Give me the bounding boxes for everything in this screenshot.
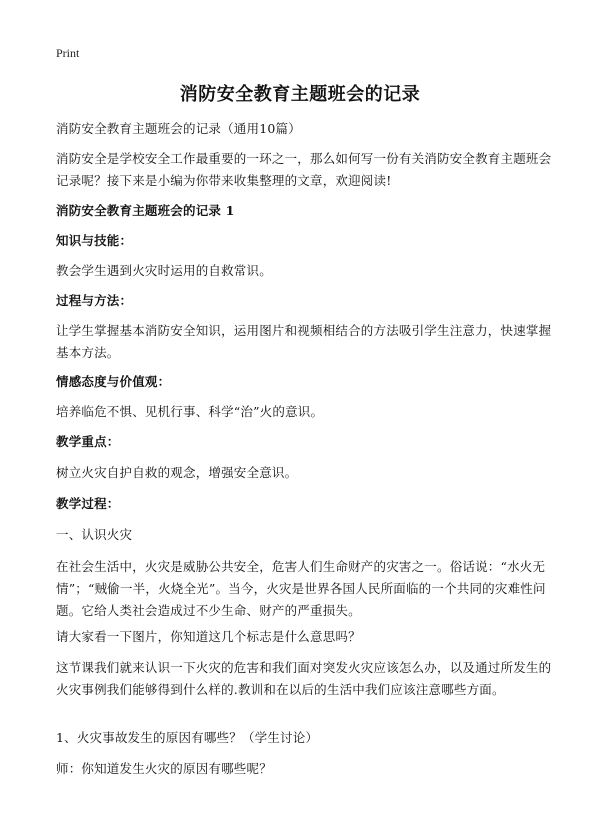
intro-paragraph: 消防安全是学校安全工作最重要的一环之一，那么如何写一份有关消防安全教育主题班会记录呢？接下来是小编为你带来收集整理的文章，欢迎阅读! [56,151,552,188]
knowledge-text: 教会学生遇到火灾时运用的自救常识。 [56,263,272,278]
step1-heading: 一、认识火灾 [56,527,133,542]
process-heading: 过程与方法： [56,293,133,308]
attitude-heading: 情感态度与价值观： [56,374,171,389]
question-text: 请大家看一下图片，你知道这几个标志是什么意思吗？ [56,629,361,644]
discussion-heading: 1、火灾事故发生的原因有哪些？（学生讨论） [56,730,319,745]
step1-text: 在社会生活中，火灾是威胁公共安全，危害人们生命财产的灾害之一。俗话说：“水火无情”；“贼偷一半，火烧全光”。当今，火灾是世界各国人民所面临的一个共同的灾难性问题。它给人类社会造成过不少生命、财产的严重损失。 [56,559,546,618]
teacher-question: 师：你知道发生火灾的原因有哪些呢？ [56,761,272,776]
lesson-text: 这节课我们就来认识一下火灾的危害和我们面对突发火灾应该怎么办，以及通过所发生的火灾事例我们能够得到什么样的.教训和在以后的生活中我们应该注意哪些方面。 [56,660,552,697]
focus-text: 树立火灾自护自救的观念，增强安全意识。 [56,465,298,480]
attitude-text: 培养临危不惧、见机行事、科学“治”火的意识。 [56,404,324,419]
process-text: 让学生掌握基本消防安全知识，运用图片和视频相结合的方法吸引学生注意力，快速掌握基本方法。 [56,323,552,360]
section-heading: 消防安全教育主题班会的记录 1 [56,203,235,218]
procedure-heading: 教学过程： [56,496,120,511]
document-title: 消防安全教育主题班会的记录 [179,84,421,105]
focus-heading: 教学重点： [56,434,120,449]
print-link[interactable]: Print [56,46,80,60]
knowledge-heading: 知识与技能： [56,233,133,248]
document-subtitle: 消防安全教育主题班会的记录（通用10篇） [56,121,301,136]
